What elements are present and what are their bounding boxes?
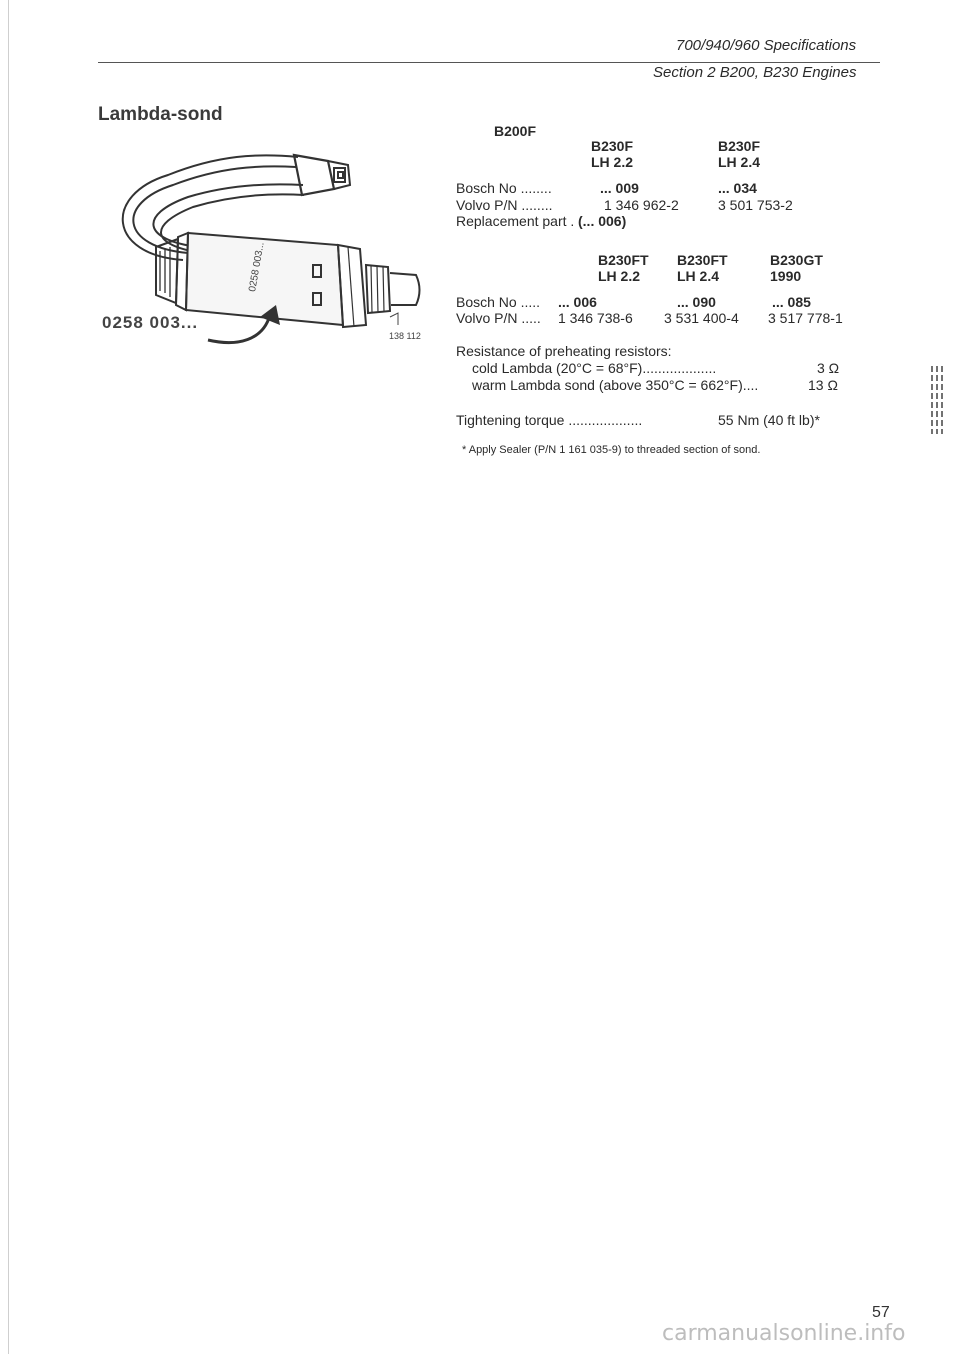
header-rule [98,62,880,63]
table2-row-volvo-v2: 3 531 400-4 [664,310,739,326]
page-edge-rule [8,0,9,1354]
table2-row-bosch-v3: ... 085 [772,294,811,310]
table2-col1-system: LH 2.2 [598,268,641,284]
resistance-cold-label: cold Lambda (20°C = 68°F)................... [472,360,717,376]
table2-row-volvo-label: Volvo P/N ..... [456,310,541,326]
table1-col2-system: LH 2.4 [718,154,761,170]
table1-row-replacement-v1: (... 006) [578,213,627,229]
watermark: carmanualsonline.info [662,1321,906,1346]
table2-row-volvo-v3: 3 517 778-1 [768,310,843,326]
table1-row-volvo-v2: 3 501 753-2 [718,197,793,213]
table1-row-replacement-label: Replacement part . [456,213,575,229]
resistance-warm-label: warm Lambda sond (above 350°C = 662°F).... [472,377,759,393]
table1-row-bosch-label: Bosch No ........ [456,180,552,196]
table1-row-volvo-v1: 1 346 962-2 [604,197,679,213]
footnote: * Apply Sealer (P/N 1 161 035-9) to threaded section of sond. [462,444,761,456]
table2-col3-system: 1990 [770,268,802,284]
table2-row-volvo-v1: 1 346 738-6 [558,310,633,326]
table1-col1-engine: B230F [591,138,634,154]
table2-col2-system: LH 2.4 [677,268,720,284]
margin-tab-marks [930,366,944,434]
resistance-warm-value: 13 Ω [808,377,838,393]
table2-col1-engine: B230FT [598,252,649,268]
section-title: Lambda-sond [98,104,223,125]
table1-col2-engine-b: B230F [718,138,761,154]
page-number: 57 [872,1304,890,1321]
table2-row-bosch-label: Bosch No ..... [456,294,541,310]
table2-col2-engine: B230FT [677,252,728,268]
table1-row-bosch-v2: ... 034 [718,180,757,196]
header-model-line: 700/940/960 Specifications [676,37,857,54]
torque-label: Tightening torque ................... [456,412,643,428]
figure-part-number: 0258 003... [102,313,199,332]
resistance-cold-value: 3 Ω [817,360,840,376]
torque-value: 55 Nm (40 ft lb)* [718,412,820,428]
resistance-heading: Resistance of preheating resistors: [456,343,672,359]
figure-number: 138 112 [389,331,421,341]
table2-row-bosch-v1: ... 006 [558,294,597,310]
table1-col2-engine-a: B200F [494,123,537,139]
sensor-body-marking: 0258 003... [247,241,267,293]
lambda-sensor-illustration [98,135,438,390]
header-section-line: Section 2 B200, B230 Engines [653,64,857,81]
table1-col1-system: LH 2.2 [591,154,634,170]
table1-row-bosch-v1: ... 009 [600,180,639,196]
table1-row-volvo-label: Volvo P/N ........ [456,197,553,213]
table2-row-bosch-v2: ... 090 [677,294,716,310]
table2-col3-engine: B230GT [770,252,823,268]
